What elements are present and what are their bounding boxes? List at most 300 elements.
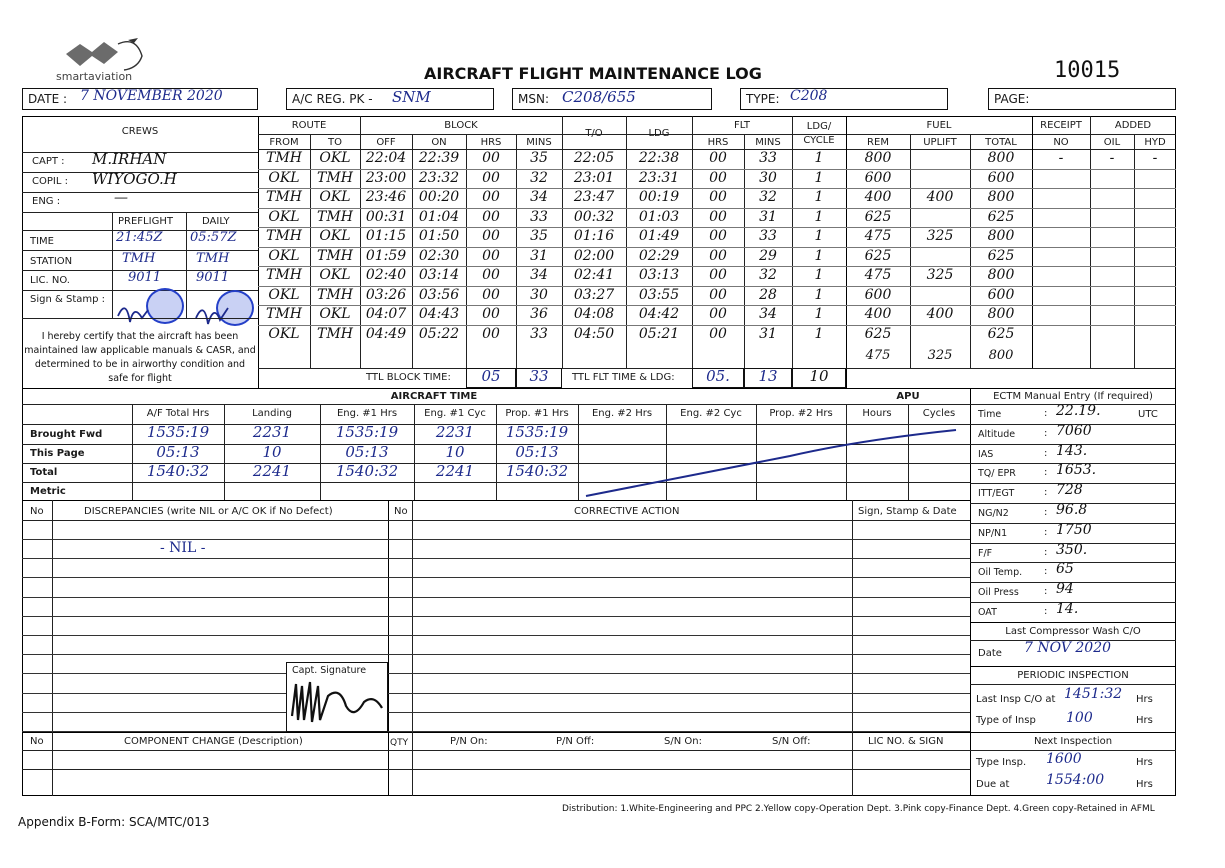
flight-cell-rem: 625 (864, 247, 892, 264)
ttl-flt-mins: 13 (758, 367, 778, 385)
apu-column-header: Cycles (922, 408, 956, 419)
aircraft-time-value: 1540:32 (146, 462, 210, 480)
aircraft-time-value: 10 (445, 443, 465, 461)
flight-cell-uplift: 325 (926, 228, 954, 244)
discrepancies-title: DISCREPANCIES (write NIL or A/C OK if No Defect) (84, 506, 333, 517)
aircraft-time-column-header: Eng. #1 Cyc (424, 408, 486, 419)
flight-cell-to: OKL (319, 228, 351, 244)
flight-cell-mins: 35 (530, 228, 548, 244)
flight-cell-flt-mins: 31 (759, 208, 777, 225)
flight-cell-hrs: 00 (482, 228, 500, 244)
row-label-total: Total (30, 467, 58, 478)
flight-cell-on: 03:14 (418, 267, 460, 283)
flight-cell-off: 01:59 (365, 247, 407, 264)
flight-cell-to: OKL (319, 306, 351, 322)
flight-cell-flt-hrs: 00 (709, 169, 727, 186)
flight-cell-off: 00:31 (365, 208, 407, 225)
flight-cell-flt-hrs: 00 (709, 208, 727, 225)
ectm-label: ITT/EGT (978, 488, 1015, 500)
flight-cell-hrs: 00 (482, 208, 500, 225)
row-label-metric: Metric (30, 486, 66, 497)
aircraft-time-column-header: Eng. #2 Cyc (680, 408, 742, 419)
row-label-brought-fwd: Brought Fwd (30, 429, 103, 440)
flight-cell-off: 04:49 (365, 325, 407, 342)
time-daily-value: 05:57Z (190, 230, 237, 245)
flight-cell-rem: 600 (864, 286, 892, 303)
flight-cell-to-time: 01:16 (573, 228, 615, 244)
flt-header: FLT (733, 120, 751, 131)
compressor-date-value: 7 NOV 2020 (1024, 640, 1112, 656)
flight-cell-off: 22:04 (365, 150, 407, 166)
flight-cell-total: 600 (987, 286, 1015, 303)
flight-cell-cyc: 1 (814, 267, 824, 283)
msn-label: MSN: (518, 92, 549, 106)
sn-off-label: S/N Off: (772, 736, 811, 747)
aircraft-time-value: 05:13 (156, 443, 200, 461)
flight-cell-on: 05:22 (418, 325, 460, 342)
qty-label: QTY (390, 738, 409, 748)
ectm-colon: : (1044, 447, 1048, 459)
last-insp-value: 1451:32 (1064, 686, 1123, 702)
flight-cell-oil: - (1109, 150, 1115, 166)
ectm-label: NP/N1 (978, 527, 1008, 539)
flight-cell-cyc: 1 (814, 286, 824, 303)
rem-subheader: REM (867, 137, 889, 148)
brand-name: smartaviation (56, 70, 133, 83)
flight-cell-hrs: 00 (482, 306, 500, 322)
flight-cell-to-time: 04:08 (573, 306, 615, 322)
time-preflight-value: 21:45Z (116, 230, 163, 245)
discrepancy-no-label: No (30, 506, 44, 517)
flight-cell-total: 800 (987, 306, 1015, 322)
ectm-colon: : (1044, 408, 1048, 419)
flight-cell-from: TMH (266, 306, 302, 322)
discrepancy-entry: - NIL - (160, 540, 206, 556)
flight-cell-flt-hrs: 00 (709, 228, 727, 244)
pn-on-label: P/N On: (450, 736, 488, 747)
flight-cell-to-time: 00:32 (573, 208, 615, 225)
flight-cell-mins: 34 (530, 189, 548, 205)
ectm-value: 1750 (1056, 521, 1092, 538)
flight-cell-flt-hrs: 00 (709, 306, 727, 322)
next-type-label: Type Insp. (976, 757, 1027, 768)
flight-cell-flt-mins: 33 (759, 228, 777, 244)
flight-cell-from: TMH (266, 189, 302, 205)
flight-cell-from: OKL (268, 325, 300, 342)
flight-cell-on: 02:30 (418, 247, 460, 264)
station-daily-value: TMH (196, 251, 230, 266)
date-label: DATE : (28, 92, 68, 106)
component-no-label: No (30, 736, 44, 747)
flight-cell-on: 23:32 (418, 169, 460, 186)
eng-value: — (114, 190, 128, 206)
date-value: 7 NOVEMBER 2020 (80, 88, 223, 104)
route-header: ROUTE (291, 120, 327, 131)
aircraft-time-value: 10 (262, 443, 282, 461)
due-label: Due at (976, 779, 1010, 790)
due-value: 1554:00 (1046, 772, 1105, 788)
flight-cell-ldg: 04:42 (638, 306, 680, 322)
aircraft-time-column-header: A/F Total Hrs (146, 408, 210, 419)
flight-cell-to-time: 23:01 (573, 169, 615, 186)
ttl-block-mins: 33 (529, 367, 549, 385)
flight-cell-cyc: 1 (814, 325, 824, 342)
from-subheader: FROM (269, 137, 299, 148)
flight-cell-total: 800 (987, 267, 1015, 283)
aircraft-time-column-header: Prop. #1 Hrs (505, 408, 569, 419)
off-subheader: OFF (376, 137, 396, 148)
flight-cell-flt-hrs: 00 (709, 267, 727, 283)
added-header: ADDED (1114, 120, 1152, 131)
ttl-block-label: TTL BLOCK TIME: (366, 372, 451, 383)
periodic-title: PERIODIC INSPECTION (1017, 670, 1129, 681)
last-insp-unit: Hrs (1136, 694, 1153, 705)
flight-cell-to-time: 02:00 (573, 247, 615, 264)
ectm-value: 14. (1056, 601, 1079, 617)
flight-cell-ldg: 05:21 (638, 325, 680, 342)
receipt-header: RECEIPT (1040, 120, 1082, 131)
lic-daily-value: 9011 (196, 270, 230, 285)
sn-on-label: S/N On: (664, 736, 702, 747)
ectm-value: 1653. (1056, 462, 1097, 479)
pn-off-label: P/N Off: (556, 736, 595, 747)
flight-cell-mins: 30 (530, 286, 548, 303)
flight-cell-flt-hrs: 00 (709, 189, 727, 205)
flight-cell-on: 00:20 (418, 189, 460, 205)
form-title: AIRCRAFT FLIGHT MAINTENANCE LOG (424, 64, 762, 83)
flight-cell-hrs: 00 (482, 169, 500, 186)
aircraft-time-column-header: Eng. #2 Hrs (591, 408, 653, 419)
extra-fuel-rem: 475 (865, 348, 891, 363)
ectm-colon: : (1044, 606, 1048, 617)
flight-cell-rem: 400 (864, 306, 892, 322)
flight-cell-to: TMH (317, 208, 353, 225)
aircraft-time-value: 1540:32 (335, 462, 399, 480)
ectm-label: OAT (978, 607, 997, 618)
fuel-header: FUEL (926, 120, 952, 131)
aircraft-time-column-header: Eng. #1 Hrs (336, 408, 398, 419)
ectm-label: NG/N2 (978, 508, 1009, 519)
ectm-value: 94 (1056, 581, 1074, 598)
flight-cell-to-time: 02:41 (573, 267, 615, 283)
ectm-value: 22.19. (1056, 403, 1101, 419)
flight-cell-to: OKL (319, 189, 351, 205)
flight-cell-total: 800 (987, 189, 1015, 205)
flt-hrs-subheader: HRS (707, 137, 729, 148)
flight-cell-on: 01:04 (418, 208, 460, 225)
next-type-value: 1600 (1046, 751, 1082, 767)
capt-signature-icon (288, 676, 386, 732)
flight-cell-rem: 600 (864, 169, 892, 186)
ectm-colon: : (1044, 467, 1048, 479)
to-subheader: TO (328, 137, 342, 148)
lic-preflight-value: 9011 (128, 270, 162, 285)
flight-cell-hrs: 00 (482, 189, 500, 205)
aircraft-time-value: 2231 (252, 423, 292, 441)
flight-cell-ldg: 03:13 (638, 267, 680, 283)
aircraft-time-value: 05:13 (515, 443, 559, 461)
ectm-colon: : (1044, 526, 1048, 538)
type-insp-value: 100 (1066, 710, 1093, 726)
flight-cell-to: TMH (317, 325, 353, 342)
flight-cell-to: TMH (317, 286, 353, 303)
flight-cell-off: 23:00 (365, 169, 407, 186)
flight-cell-cyc: 1 (814, 228, 824, 244)
aircraft-time-value: 05:13 (345, 443, 389, 461)
extra-fuel-total: 800 (988, 348, 1014, 363)
flight-cell-rem: 625 (864, 208, 892, 225)
flight-cell-flt-hrs: 00 (709, 325, 727, 342)
daily-label: DAILY (202, 216, 230, 227)
flight-cell-flt-mins: 34 (759, 306, 777, 322)
flight-cell-mins: 33 (530, 325, 548, 342)
flight-cell-flt-mins: 29 (759, 247, 777, 264)
flight-cell-to: OKL (319, 150, 351, 166)
on-subheader: ON (431, 137, 447, 148)
aircraft-time-value: 1535:19 (146, 423, 210, 441)
total-subheader: TOTAL (985, 137, 1017, 148)
reg-label: A/C REG. PK - (292, 92, 373, 106)
flight-cell-total: 625 (987, 208, 1015, 225)
copil-value: WIYOGO.H (92, 170, 177, 188)
component-title: COMPONENT CHANGE (Description) (124, 736, 303, 747)
ttl-ldg: 10 (809, 367, 829, 385)
flight-cell-on: 22:39 (418, 150, 460, 166)
to-header: T/O (585, 128, 603, 139)
crews-title: CREWS (121, 126, 159, 137)
mins-subheader: MINS (526, 137, 552, 148)
aircraft-time-value: 2241 (252, 462, 292, 480)
ectm-value: 65 (1056, 561, 1074, 578)
flight-cell-on: 01:50 (418, 228, 460, 244)
flight-cell-uplift: 325 (926, 267, 954, 283)
flight-cell-cyc: 1 (814, 150, 824, 166)
flight-cell-cyc: 1 (814, 247, 824, 264)
flight-cell-to-time: 03:27 (573, 286, 615, 303)
lic-label: LIC. NO. (30, 275, 70, 286)
flight-cell-rem: 475 (864, 228, 892, 244)
certify-text: I hereby certify that the aircraft has been maintained law applicable manuals & CASR, and determined to be in airworthy condition and safe for flight (24, 331, 256, 384)
ectm-value: 7060 (1056, 422, 1092, 439)
flight-cell-from: OKL (268, 286, 300, 303)
flight-cell-to-time: 23:47 (573, 189, 615, 205)
next-insp-title: Next Inspection (1033, 736, 1113, 747)
serial-number: 10015 (1054, 58, 1121, 83)
flight-cell-total: 625 (987, 247, 1015, 264)
flt-mins-subheader: MINS (755, 137, 781, 148)
compressor-date-label: Date (978, 648, 1002, 659)
flight-cell-from: TMH (266, 228, 302, 244)
flight-cell-flt-mins: 32 (759, 267, 777, 283)
next-type-unit: Hrs (1136, 757, 1153, 768)
flight-cell-to: TMH (317, 247, 353, 264)
ectm-colon: : (1044, 507, 1048, 518)
type-insp-label: Type of Insp (976, 715, 1036, 726)
flight-cell-from: OKL (268, 247, 300, 264)
ectm-colon: : (1044, 586, 1048, 598)
flight-cell-flt-hrs: 00 (709, 247, 727, 264)
hyd-subheader: HYD (1144, 137, 1166, 148)
ttl-flt-hrs: 05. (706, 367, 730, 385)
apu-title: APU (896, 391, 920, 402)
flight-cell-from: TMH (266, 150, 302, 166)
flight-cell-rem: 800 (864, 150, 892, 166)
flight-cell-mins: 31 (530, 247, 548, 264)
corrective-no-label: No (394, 506, 408, 517)
block-header: BLOCK (444, 120, 478, 131)
oil-subheader: OIL (1103, 137, 1121, 148)
flight-cell-mins: 36 (530, 306, 548, 322)
hrs-subheader: HRS (480, 137, 502, 148)
flight-cell-mins: 34 (530, 267, 548, 283)
extra-fuel-uplift: 325 (927, 348, 953, 363)
preflight-label: PREFLIGHT (118, 216, 173, 227)
aircraft-time-value: 1535:19 (335, 423, 399, 441)
flight-cell-from: OKL (268, 208, 300, 225)
flight-cell-to-time: 22:05 (573, 150, 615, 166)
ectm-label: Time (978, 409, 1002, 420)
ectm-label: TQ/ EPR (978, 468, 1016, 480)
flight-cell-hrs: 00 (482, 267, 500, 283)
flight-cell-rem: 475 (864, 267, 892, 283)
flight-cell-to: TMH (317, 169, 353, 186)
ectm-colon: : (1044, 427, 1048, 439)
copil-label: COPIL : (32, 176, 68, 187)
ectm-value: 350. (1056, 541, 1088, 558)
ldg-cycle-header: LDG/ CYCLE (803, 121, 835, 146)
flight-cell-flt-mins: 30 (759, 169, 777, 186)
flight-cell-total: 800 (987, 228, 1015, 244)
flight-cell-off: 04:07 (365, 306, 407, 322)
aircraft-time-title: AIRCRAFT TIME (390, 391, 478, 402)
row-label-this-page: This Page (30, 448, 85, 459)
flight-cell-ldg: 01:03 (638, 208, 680, 225)
flight-cell-total: 625 (987, 325, 1015, 342)
flight-cell-no: - (1058, 150, 1064, 166)
flight-cell-hrs: 00 (482, 286, 500, 303)
station-preflight-value: TMH (122, 251, 156, 266)
ldg-header: LDG (648, 128, 670, 139)
flight-cell-hrs: 00 (482, 247, 500, 264)
flight-cell-ldg: 00:19 (638, 189, 680, 205)
time-label: TIME (30, 236, 55, 247)
flight-cell-hyd: - (1152, 150, 1158, 166)
flight-cell-to-time: 04:50 (573, 325, 615, 342)
flight-cell-mins: 32 (530, 169, 548, 186)
flight-cell-flt-mins: 32 (759, 189, 777, 205)
lic-sign-label: LIC NO. & SIGN (868, 736, 944, 747)
type-value: C208 (790, 88, 828, 104)
flight-cell-on: 03:56 (418, 286, 460, 303)
flight-cell-flt-hrs: 00 (709, 286, 727, 303)
flight-cell-ldg: 23:31 (638, 169, 680, 186)
due-unit: Hrs (1136, 779, 1153, 790)
aircraft-time-value: 2231 (435, 423, 475, 441)
station-label: STATION (30, 256, 73, 267)
flight-cell-from: TMH (266, 267, 302, 283)
flight-cell-off: 23:46 (365, 189, 407, 205)
flight-cell-off: 02:40 (365, 267, 407, 283)
aircraft-time-value: 1540:32 (505, 462, 569, 480)
capt-signature-label: Capt. Signature (292, 665, 367, 676)
flight-cell-total: 600 (987, 169, 1015, 186)
flight-cell-flt-mins: 31 (759, 325, 777, 342)
flight-cell-ldg: 01:49 (638, 228, 680, 244)
flight-cell-rem: 400 (864, 189, 892, 205)
ectm-value: 728 (1056, 482, 1083, 499)
flight-cell-flt-mins: 28 (759, 286, 777, 303)
flight-cell-mins: 35 (530, 150, 548, 166)
msn-value: C208/655 (562, 88, 636, 106)
sign-stamp-date-title: Sign, Stamp & Date (858, 506, 957, 517)
reg-value: SNM (392, 88, 431, 106)
ectm-label: Oil Press (978, 587, 1019, 599)
ectm-colon: : (1044, 546, 1048, 558)
flight-cell-cyc: 1 (814, 189, 824, 205)
ectm-label: Altitude (978, 428, 1016, 440)
flight-cell-flt-hrs: 00 (709, 150, 727, 166)
flight-cell-cyc: 1 (814, 169, 824, 186)
distribution-note: Distribution: 1.White-Engineering and PPC 2.Yellow copy-Operation Dept. 3.Pink copy-Finance Dept. 4.Green copy-Retained in AFML (562, 804, 1155, 814)
ttl-block-hrs: 05 (481, 367, 501, 385)
aircraft-time-value: 1535:19 (505, 423, 569, 441)
flight-cell-off: 01:15 (365, 228, 407, 244)
ectm-unit: UTC (1138, 409, 1158, 420)
ttl-flt-label: TTL FLT TIME & LDG: (572, 372, 675, 383)
ectm-value: 96.8 (1056, 502, 1088, 518)
ectm-label: Oil Temp. (978, 567, 1023, 579)
flight-cell-cyc: 1 (814, 208, 824, 225)
capt-label: CAPT : (32, 156, 65, 167)
flight-cell-mins: 33 (530, 208, 548, 225)
capt-value: M.IRHAN (92, 150, 167, 168)
flight-cell-total: 800 (987, 150, 1015, 166)
page-label: PAGE: (994, 92, 1030, 106)
flight-cell-to: OKL (319, 267, 351, 283)
flight-cell-ldg: 02:29 (638, 247, 680, 264)
flight-cell-ldg: 22:38 (638, 150, 680, 166)
type-label: TYPE: (746, 92, 780, 106)
uplift-subheader: UPLIFT (923, 137, 957, 148)
aircraft-time-column-header: Prop. #2 Hrs (769, 408, 833, 419)
flight-cell-uplift: 400 (926, 306, 954, 322)
flight-cell-ldg: 03:55 (638, 286, 680, 303)
aircraft-time-value: 2241 (435, 462, 475, 480)
ectm-colon: : (1044, 566, 1048, 578)
flight-cell-cyc: 1 (814, 306, 824, 322)
ectm-label: F/F (978, 547, 993, 559)
aircraft-time-column-header: Landing (252, 408, 292, 419)
flight-cell-uplift: 400 (926, 189, 954, 205)
compressor-title: Last Compressor Wash C/O (1005, 626, 1141, 637)
receipt-no-subheader: NO (1053, 137, 1069, 148)
last-insp-label: Last Insp C/O at (976, 694, 1056, 705)
flight-cell-on: 04:43 (418, 306, 460, 322)
corrective-title: CORRECTIVE ACTION (574, 506, 680, 517)
apu-column-header: Hours (862, 408, 892, 419)
flight-cell-off: 03:26 (365, 286, 407, 303)
flight-cell-from: OKL (268, 169, 300, 186)
flight-cell-flt-mins: 33 (759, 150, 777, 166)
flight-cell-rem: 625 (864, 325, 892, 342)
form-code: Appendix B-Form: SCA/MTC/013 (18, 815, 210, 829)
ectm-title: ECTM Manual Entry (If required) (993, 391, 1153, 402)
eng-label: ENG : (32, 196, 61, 207)
ectm-label: IAS (978, 448, 994, 460)
ectm-value: 143. (1056, 442, 1088, 459)
strike-through-line-icon (580, 426, 960, 502)
flight-cell-hrs: 00 (482, 325, 500, 342)
